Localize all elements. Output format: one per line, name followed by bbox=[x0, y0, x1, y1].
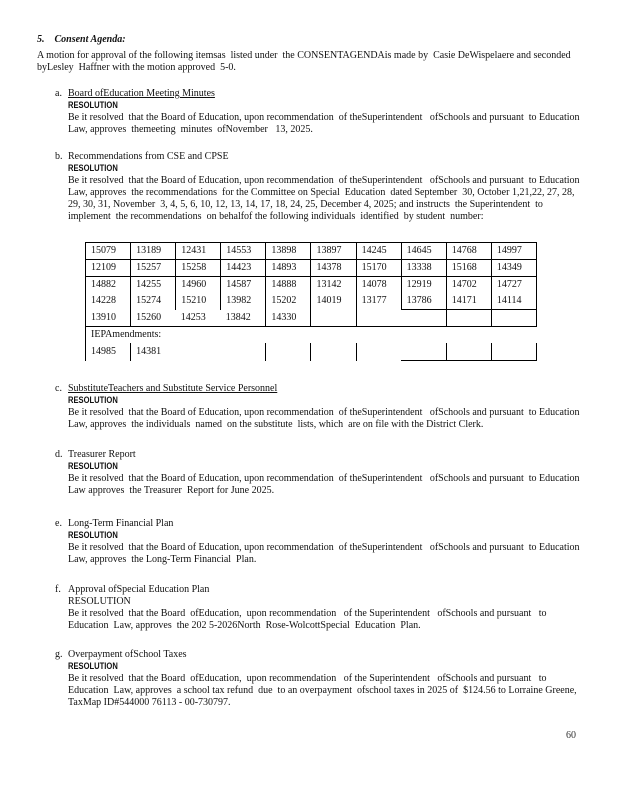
agenda-item-c bbox=[37, 383, 585, 431]
item-letter: d. bbox=[55, 449, 63, 460]
table-cell: 13910 bbox=[86, 310, 131, 327]
table-row bbox=[86, 260, 537, 277]
table-cell bbox=[266, 343, 311, 361]
iep-amendments-label: IEPAmendments: bbox=[86, 327, 537, 344]
table-cell: 14171 bbox=[446, 293, 491, 310]
agenda-item-d bbox=[37, 449, 585, 497]
table-cell: 12431 bbox=[176, 243, 221, 260]
table-cell: 14702 bbox=[446, 277, 491, 294]
item-letter: b. bbox=[55, 151, 63, 162]
table-cell bbox=[491, 310, 536, 327]
table-cell: 14768 bbox=[446, 243, 491, 260]
item-letter: f. bbox=[55, 584, 61, 595]
table-cell: 14587 bbox=[221, 277, 266, 294]
table-cell bbox=[401, 310, 446, 327]
resolution-label: RESOLUTION bbox=[68, 661, 118, 672]
agenda-item-g bbox=[37, 649, 580, 709]
table-row bbox=[86, 310, 537, 327]
item-title: Recommendations from CSE and CPSE bbox=[68, 151, 229, 162]
table-cell bbox=[311, 310, 356, 327]
table-cell: 14114 bbox=[491, 293, 536, 310]
table-cell bbox=[401, 343, 446, 361]
table-cell bbox=[356, 310, 401, 327]
table-cell: 14960 bbox=[176, 277, 221, 294]
resolution-label: RESOLUTION bbox=[68, 596, 131, 607]
table-cell: 13177 bbox=[356, 293, 401, 310]
table-cell: 13189 bbox=[131, 243, 176, 260]
resolution-label: RESOLUTION bbox=[68, 100, 118, 111]
table-cell: 13897 bbox=[311, 243, 356, 260]
table-cell bbox=[221, 343, 266, 361]
table-cell: 14381 bbox=[136, 345, 162, 357]
table-cell: 15274 bbox=[131, 293, 176, 310]
item-title: Treasurer Report bbox=[68, 449, 136, 460]
heading-number: 5. bbox=[37, 34, 45, 45]
table-cell: 14423 bbox=[221, 260, 266, 277]
resolution-label: RESOLUTION bbox=[68, 461, 118, 472]
table-cell: 15257 bbox=[131, 260, 176, 277]
item-letter: c. bbox=[55, 383, 62, 394]
table-cell bbox=[356, 343, 401, 361]
item-title: Overpayment ofSchool Taxes bbox=[68, 649, 187, 660]
table-cell: 14228 bbox=[86, 293, 131, 310]
item-title: Board ofEducation Meeting Minutes bbox=[68, 88, 215, 99]
item-title: SubstituteTeachers and Substitute Service Personnel bbox=[68, 383, 278, 394]
agenda-item-e bbox=[37, 518, 585, 566]
table-cell: 14645 bbox=[401, 243, 446, 260]
table-cell: 15079 bbox=[86, 243, 131, 260]
resolution-body: Be it resolved that the Board ofEducation, upon recommendation of the Superintendent ofSchools and pursuant to Education Law, approves a school tax refund due to an overpayment ofschool taxes in 2025 of $124.56 to Lorraine Greene, TaxMap ID#544000 76113 - 00-730797. bbox=[68, 673, 582, 708]
resolution-label: RESOLUTION bbox=[68, 395, 118, 406]
table-cell: 14727 bbox=[491, 277, 536, 294]
table-cell: 13786 bbox=[401, 293, 446, 310]
item-letter: a. bbox=[55, 88, 62, 99]
table-cell: 14882 bbox=[86, 277, 131, 294]
table-cell: 14255 bbox=[131, 277, 176, 294]
student-number-table bbox=[85, 242, 537, 361]
item-title: Long-Term Financial Plan bbox=[68, 518, 174, 529]
resolution-body: Be it resolved that the Board of Education, upon recommendation of theSuperintendent ofSchools and pursuant to Education Law, approves the recommendations for the Committee on Special Education dated September 30, October 1,21,22, 27, 28, 29, 30, 31, November 3, 4, 5, 6, 10, 12, 13, 14, 17, 18, 24, 25, December 4, 2025; and instructs the Superintendent to implement the recommendations on behalfof the following individuals identified by student number: bbox=[68, 175, 585, 222]
table-cell: 14985 bbox=[86, 343, 131, 361]
table-cell: 15260 bbox=[131, 310, 176, 327]
resolution-body: Be it resolved that the Board of Education, upon recommendation of theSuperintendent ofSchools and pursuant to Education Law approves the Treasurer Report for June 2025. bbox=[68, 473, 585, 496]
table-cell: 15168 bbox=[446, 260, 491, 277]
table-cell: 14253 bbox=[180, 311, 206, 323]
table-cell bbox=[446, 310, 491, 327]
item-title: Approval ofSpecial Education Plan bbox=[68, 584, 210, 595]
table-row bbox=[86, 243, 537, 260]
intro-paragraph: A motion for approval of the following itemsas listed under the CONSENTAGENDAis made by Casie DeWispelaere and seconded byLesley Haffner with the motion approved 5-0. bbox=[37, 50, 576, 73]
table-cell: 14078 bbox=[356, 277, 401, 294]
table-cell: 14893 bbox=[266, 260, 311, 277]
resolution-body: Be it resolved that the Board ofEducation, upon recommendation of the Superintendent ofSchools and pursuant to Education Law, approves the 202 5-2026North Rose-WolcottSpecial Education Plan. bbox=[68, 608, 550, 631]
table-cell: 13842 bbox=[225, 311, 251, 323]
agenda-item-a bbox=[37, 88, 585, 136]
table-cell bbox=[491, 343, 536, 361]
table-cell: 15170 bbox=[356, 260, 401, 277]
page-number: 60 bbox=[566, 730, 576, 741]
table-cell: 12919 bbox=[401, 277, 446, 294]
resolution-label: RESOLUTION bbox=[68, 530, 118, 541]
table-cell: 14019 bbox=[311, 293, 356, 310]
heading-title: Consent Agenda: bbox=[54, 34, 126, 45]
table-cell: 15258 bbox=[176, 260, 221, 277]
table-cell: 13142 bbox=[311, 277, 356, 294]
table-cell: 14997 bbox=[491, 243, 536, 260]
agenda-item-f bbox=[37, 584, 580, 632]
table-cell: 14553 bbox=[221, 243, 266, 260]
consent-agenda-heading bbox=[37, 34, 580, 46]
table-cell: 14245 bbox=[356, 243, 401, 260]
table-cell: 15210 bbox=[176, 293, 221, 310]
table-cell: 14378 bbox=[311, 260, 356, 277]
table-cell: 14888 bbox=[266, 277, 311, 294]
table-row bbox=[86, 343, 537, 361]
table-cell bbox=[446, 343, 491, 361]
resolution-body: Be it resolved that the Board of Education, upon recommendation of theSuperintendent ofSchools and pursuant to Education Law, approves the Long-Term Financial Plan. bbox=[68, 542, 585, 565]
table-cell: 12109 bbox=[86, 260, 131, 277]
resolution-label: RESOLUTION bbox=[68, 163, 118, 174]
table-row bbox=[86, 277, 537, 294]
table-row bbox=[86, 293, 537, 310]
table-cell: 14330 bbox=[266, 310, 311, 327]
table-cell bbox=[311, 343, 356, 361]
table-cell bbox=[176, 343, 221, 361]
item-letter: e. bbox=[55, 518, 62, 529]
item-letter: g. bbox=[55, 649, 63, 660]
agenda-item-b bbox=[37, 151, 585, 361]
table-cell: 13338 bbox=[401, 260, 446, 277]
resolution-body: Be it resolved that the Board of Education, upon recommendation of theSuperintendent ofSchools and pursuant to Education Law, approves the individuals named on the substitute lists, which are on file with the District Clerk. bbox=[68, 407, 585, 430]
table-row bbox=[86, 327, 537, 344]
table-cell: 13982 bbox=[221, 293, 266, 310]
resolution-body: Be it resolved that the Board of Education, upon recommendation of theSuperintendent ofSchools and pursuant to Education Law, approves themeeting minutes ofNovember 13, 2025. bbox=[68, 112, 585, 135]
table-cell: 13898 bbox=[266, 243, 311, 260]
table-cell: 14349 bbox=[491, 260, 536, 277]
table-cell: 15202 bbox=[266, 293, 311, 310]
